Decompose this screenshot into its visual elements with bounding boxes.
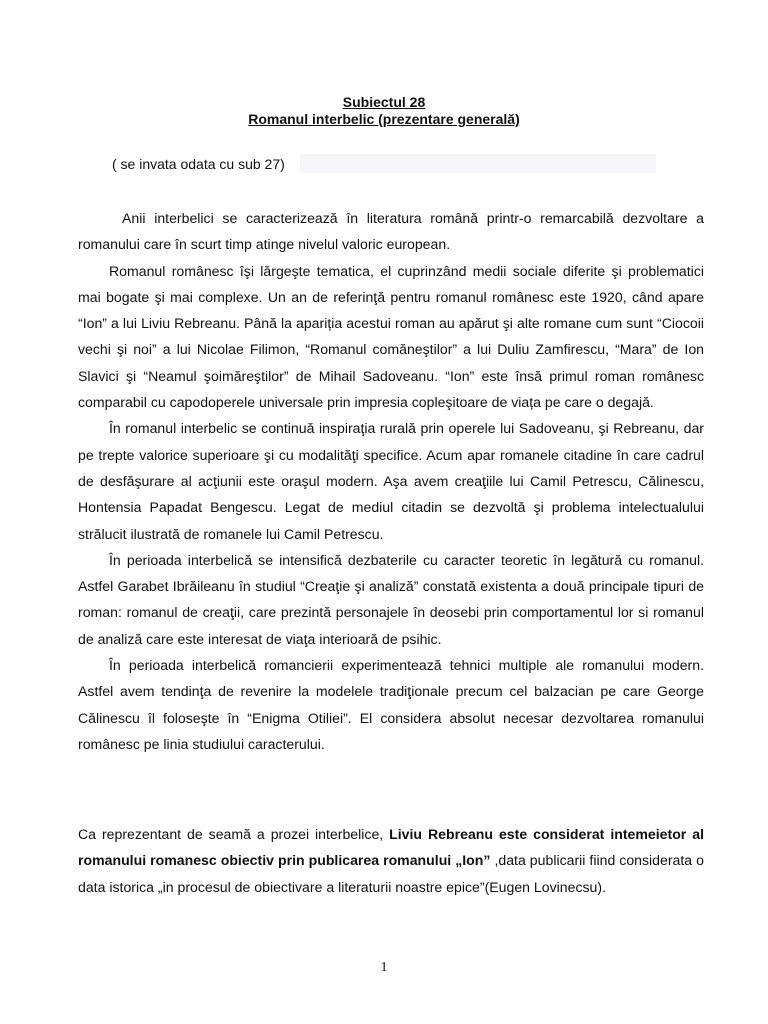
document-subtitle: Romanul interbelic (prezentare generală) <box>248 111 520 127</box>
page-number: 1 <box>380 960 388 975</box>
paragraph <box>78 821 704 900</box>
paragraph: În perioada interbelică se intensifică dezbaterile cu caracter teoretic în legătură cu romanul. Astfel Garabet Ibrăileanu în studiul “Creaţie şi analiză” constată existenta a două principale tipuri de roman: romanul de creaţii, care prezintă personajele în deosebi prin comportamentul lor si romanul de analiză care este interesat de viaţa interioară de psihic. <box>78 551 704 647</box>
document-title: Subiectul 28 <box>342 94 426 110</box>
closing-paragraph <box>78 821 704 900</box>
note-highlight <box>300 154 656 173</box>
paragraph: În perioada interbelică romancierii experimentează tehnici multiple ale romanului modern. Astfel avem tendinţa de revenire la modelele tradiţionale precum cel balzacian pe care George Călinescu îl foloseşte în “Enigma Otiliei”. El considera absolut necesar dezvoltarea romanului românesc pe linia studiului caracterului. <box>78 657 704 752</box>
body-text <box>78 205 704 757</box>
closing-emphasis: Liviu Rebreanu este considerat intemeietor al romanului romanesc obiectiv prin publicarea romanului „Ion” <box>78 826 704 869</box>
closing-lead: Ca reprezentant de seamă a prozei interbelice, <box>78 826 390 842</box>
closing-tail: ,data publicarii fiind considerata o data istorica „in procesul de obiectivare a literaturii noastre epice”(Eugen Lovinecsu). <box>78 852 704 895</box>
study-note: ( se invata odata cu sub 27) <box>112 156 285 172</box>
paragraph: Romanul românesc îşi lărgeşte tematica, el cuprinzând medii sociale diferite şi problematici mai bogate şi mai complexe. Un an de referinţă pentru romanul românesc este 1920, când apare “Ion” a lui Liviu Rebreanu. Până la apariția acestui roman au apărut şi alte romane cum sunt “Ciocoii vechi şi noi” a lui Nicolae Filimon, “Romanul comăneştilor” a lui Duliu Zamfirescu, “Mara” de Ion Slavici şi “Neamul şoimăreştilor” de Mihail Sadoveanu. “Ion” este însă primul roman românesc comparabil cu capodoperele universale prin impresia copleşitoare de viața pe care o degajă. <box>78 262 704 411</box>
paragraph: Anii interbelici se caracterizează în literatura română printr-o remarcabilă dezvoltare a romanului care în scurt timp atinge nivelul valoric european. <box>78 210 704 253</box>
paragraph: În romanul interbelic se continuă inspiraţia rurală prin operele lui Sadoveanu, şi Rebreanu, dar pe trepte valorice superioare şi cu modalităţi specifice. Acum apar romanele citadine în care cadrul de desfăşurare al acţiunii este oraşul modern. Aşa avem creaţiile lui Camil Petrescu, Călinescu, Hontensia Papadat Bengescu. Legat de mediul citadin se dezvoltă şi problema intelectualului strălucit ilustrată de romanele lui Camil Petrescu. <box>78 420 704 542</box>
